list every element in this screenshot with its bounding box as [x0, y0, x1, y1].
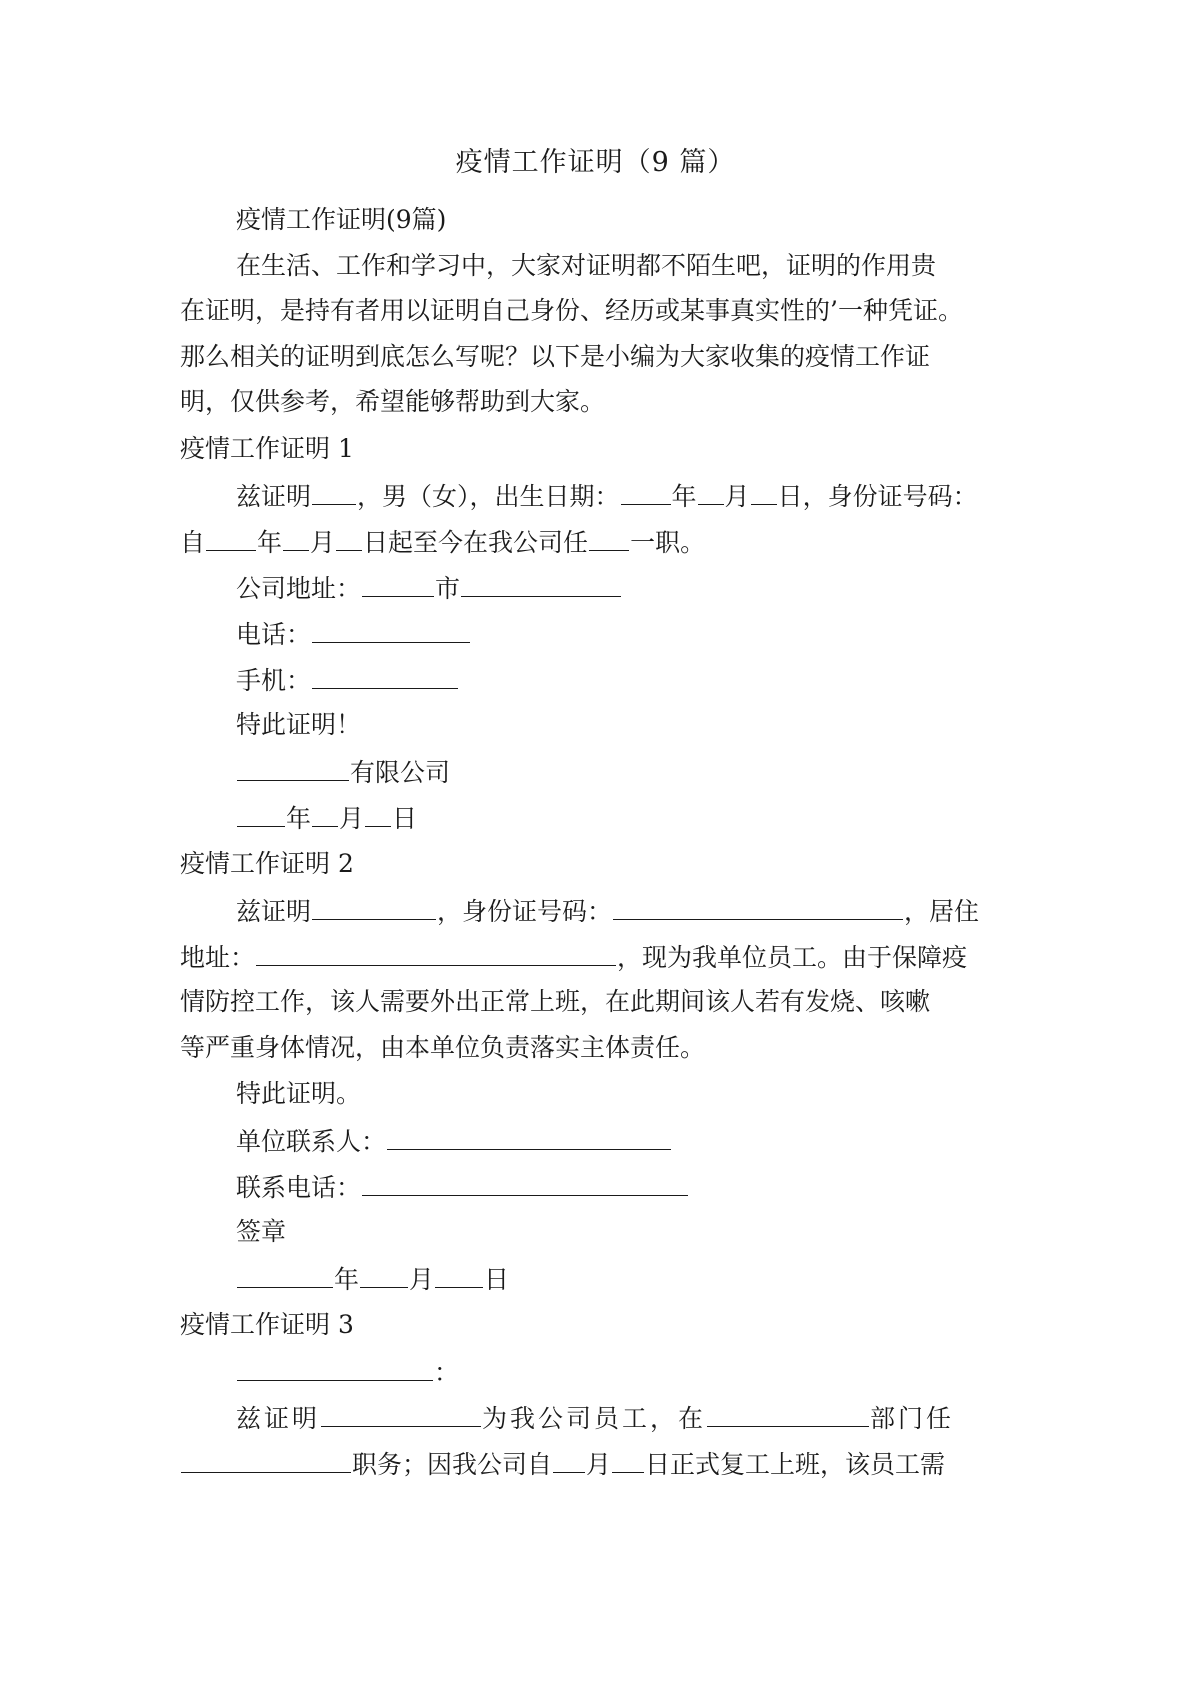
text-segment: 地址：: [180, 943, 256, 972]
text-segment: 兹证明: [236, 897, 312, 926]
address-label: 公司地址：: [236, 574, 362, 603]
intro-heading: 疫情工作证明(9篇): [236, 205, 447, 234]
contact-phone-label: 联系电话：: [236, 1173, 362, 1202]
blank-day: [751, 478, 777, 505]
blank-contact: [387, 1123, 671, 1150]
blank-day: [365, 800, 391, 827]
text-segment: 月: [724, 482, 750, 511]
blank-company: [237, 754, 349, 781]
blank-id-number: [613, 893, 903, 920]
blank-phone: [312, 616, 470, 643]
text-segment: 年: [257, 528, 283, 557]
text-segment: 年: [286, 804, 312, 833]
section-2-line-4: 等严重身体情况，由本单位负责落实主体责任。: [180, 1033, 706, 1062]
section-2-contact: [236, 1123, 672, 1159]
text-segment: 日: [392, 804, 418, 833]
section-3-line-2: [180, 1446, 945, 1482]
blank-month: [360, 1261, 408, 1288]
blank-month: [553, 1446, 585, 1473]
text-segment: 月: [586, 1450, 612, 1479]
section-2-heading: 疫情工作证明 2: [180, 849, 354, 878]
blank-position: [589, 524, 629, 551]
text-segment: 月: [409, 1265, 435, 1294]
section-1-date: [236, 800, 417, 836]
text-segment: ，现为我单位员工。由于保障疫: [617, 943, 968, 972]
blank-day: [435, 1261, 483, 1288]
document-title: 疫情工作证明（9 篇）: [455, 147, 736, 178]
section-1-line-1: [236, 478, 978, 514]
text-segment: 一职。: [630, 528, 706, 557]
text-segment: ，身份证号码：: [437, 897, 613, 926]
blank-mobile: [312, 662, 458, 689]
addressee-colon: ：: [434, 1358, 460, 1387]
text-segment: 兹证明: [236, 482, 312, 511]
blank-month: [698, 478, 724, 505]
blank-year: [206, 524, 256, 551]
blank-day: [612, 1446, 644, 1473]
text-segment: 日起至今在我公司任: [363, 528, 589, 557]
blank-city: [362, 570, 434, 597]
blank-addressee: [237, 1354, 433, 1381]
section-2-seal: 签章: [236, 1217, 287, 1246]
intro-line-3: 那么相关的证明到底怎么写呢？以下是小编为大家收集的疫情工作证: [180, 342, 931, 371]
text-segment: 为我公司员工，在: [482, 1404, 707, 1433]
section-1-line-2: [180, 524, 705, 560]
blank-year: [621, 478, 671, 505]
text-segment: 部门任: [870, 1404, 955, 1433]
blank-position: [181, 1446, 351, 1473]
section-3-heading: 疫情工作证明 3: [180, 1310, 354, 1339]
text-segment: ，居住: [904, 897, 980, 926]
company-suffix: 有限公司: [350, 758, 451, 787]
blank-address: [256, 939, 616, 966]
text-segment: 兹证明: [236, 1404, 321, 1433]
intro-line-2: 在证明，是持有者用以证明自己身份、经历或某事真实性的’一种凭证。: [180, 296, 963, 325]
text-segment: 职务；因我公司自: [352, 1450, 553, 1479]
blank-address: [461, 570, 621, 597]
blank-name: [321, 1400, 481, 1427]
phone-label: 电话：: [236, 620, 312, 649]
blank-name: [312, 478, 356, 505]
section-2-date: [236, 1261, 509, 1297]
mobile-label: 手机：: [236, 666, 312, 695]
text-segment: 日正式复工上班，该员工需: [645, 1450, 946, 1479]
text-segment: 日，身份证号码：: [777, 482, 978, 511]
intro-line-1: 在生活、工作和学习中，大家对证明都不陌生吧，证明的作用贵: [236, 251, 937, 280]
blank-contact-phone: [362, 1169, 688, 1196]
section-1-phone: [236, 616, 471, 652]
text-segment: ，男（女），出生日期：: [357, 482, 620, 511]
section-1-address: [236, 570, 622, 606]
text-segment: 日: [484, 1265, 510, 1294]
section-2-closing: 特此证明。: [236, 1079, 362, 1108]
section-3-addressee: [236, 1354, 459, 1390]
text-segment: 年: [334, 1265, 360, 1294]
contact-label: 单位联系人：: [236, 1127, 387, 1156]
text-segment: 月: [339, 804, 365, 833]
blank-day: [336, 524, 362, 551]
section-2-line-1: [236, 893, 979, 929]
blank-year: [237, 800, 285, 827]
blank-month: [283, 524, 309, 551]
address-city: 市: [435, 574, 461, 603]
section-2-line-3: 情防控工作，该人需要外出正常上班，在此期间该人若有发烧、咳嗽: [180, 987, 931, 1016]
intro-line-4: 明，仅供参考，希望能够帮助到大家。: [180, 387, 606, 416]
section-1-mobile: [236, 662, 459, 698]
section-2-line-2: [180, 939, 967, 975]
text-segment: 自: [180, 528, 206, 557]
text-segment: 月: [310, 528, 336, 557]
blank-name: [312, 893, 436, 920]
blank-year: [237, 1261, 333, 1288]
section-1-closing: 特此证明！: [236, 710, 362, 739]
section-2-contact-phone: [236, 1169, 689, 1205]
blank-department: [707, 1400, 869, 1427]
text-segment: 年: [671, 482, 697, 511]
blank-month: [312, 800, 338, 827]
section-1-company: [236, 754, 450, 790]
section-1-heading: 疫情工作证明 1: [180, 434, 354, 463]
section-3-line-1: [236, 1400, 954, 1436]
